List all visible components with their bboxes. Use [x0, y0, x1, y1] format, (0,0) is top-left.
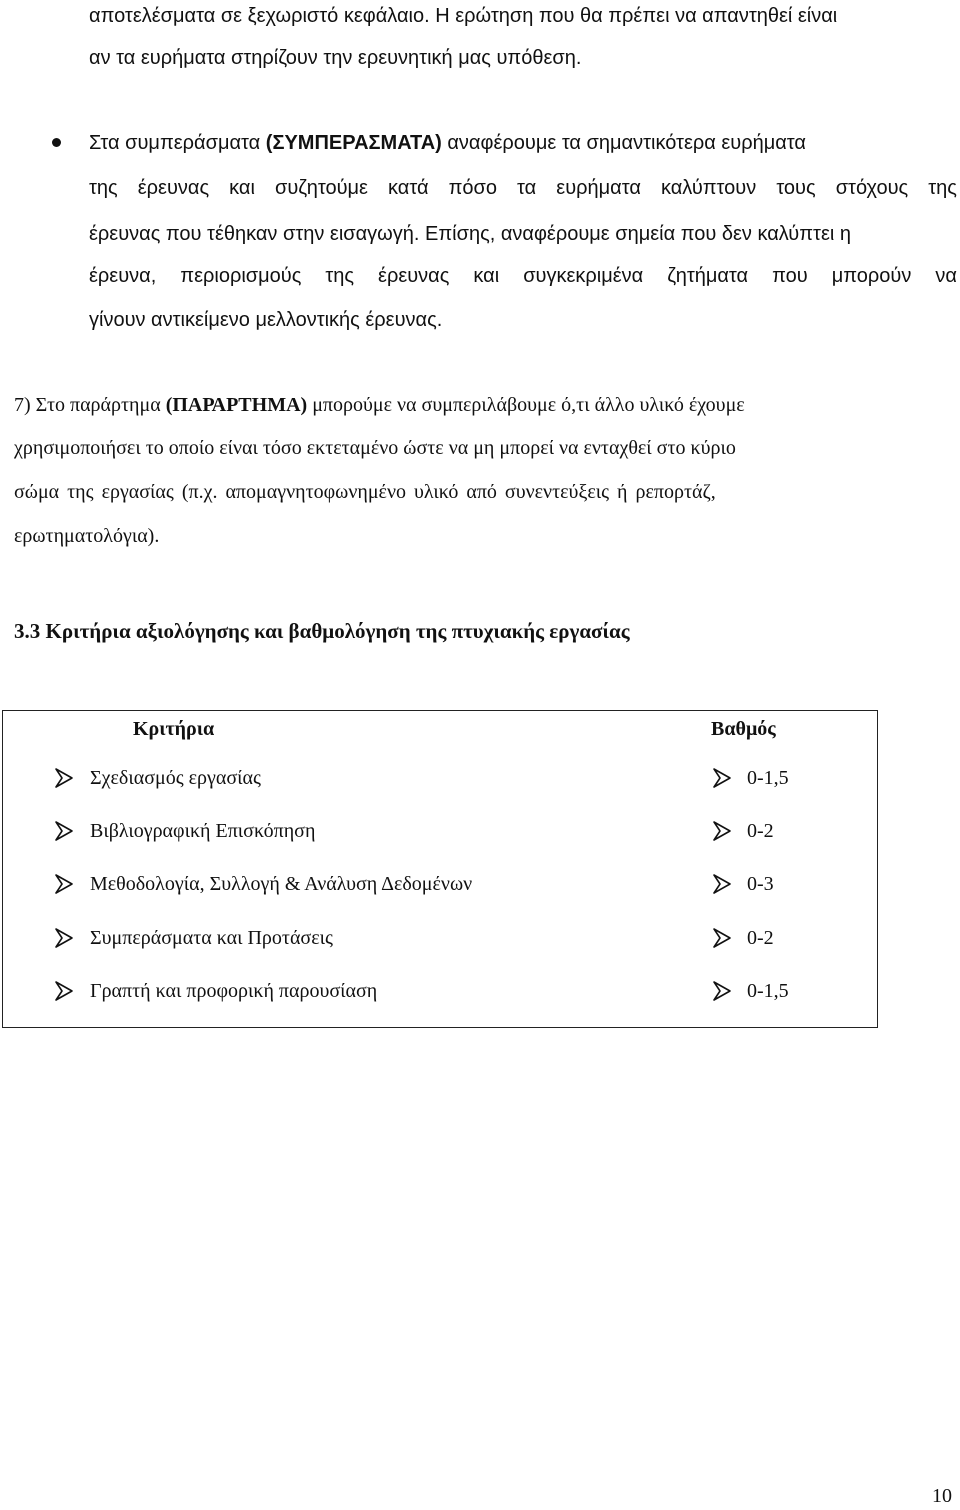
grade-label: 0-2 [747, 927, 774, 949]
bullet-line-1-post: αναφέρουμε τα σημαντικότερα ευρήματα [441, 132, 806, 154]
table-row [3, 818, 877, 848]
arrow-bullet-icon [53, 820, 75, 842]
page-number: 10 [932, 1485, 952, 1507]
header-criteria: Κριτήρια [133, 718, 215, 740]
section-heading: 3.3 Κριτήρια αξιολόγησης και βαθμολόγηση της πτυχιακής εργασίας [14, 619, 630, 643]
criterion-label: Γραπτή και προφορική παρουσίαση [90, 980, 378, 1002]
table-row [3, 978, 877, 1008]
arrow-bullet-icon [711, 980, 733, 1002]
arrow-bullet-icon [711, 820, 733, 842]
table-row [3, 765, 877, 795]
bullet-line-2: της έρευνας και συζητούμε κατά πόσο τα ευρήματα καλύπτουν τους στόχους της [89, 177, 957, 199]
intro-line-2: αν τα ευρήματα στηρίζουν την ερευνητική μας υπόθεση. [89, 47, 582, 69]
intro-line-1: αποτελέσματα σε ξεχωριστό κεφάλαιο. Η ερώτηση που θα πρέπει να απαντηθεί είναι [89, 5, 838, 27]
criterion-label: Μεθοδολογία, Συλλογή & Ανάλυση Δεδομένων [90, 873, 473, 895]
grade-label: 0-1,5 [747, 767, 789, 789]
criterion-label: Σχεδιασμός εργασίας [90, 767, 261, 789]
bullet-line-1-bold: (ΣΥΜΠΕΡΑΣΜΑΤΑ) [265, 132, 442, 154]
grade-label: 0-2 [747, 820, 774, 842]
bullet-icon [52, 138, 61, 147]
appendix-line-3: σώμα της εργασίας (π.χ. απομαγνητοφωνημένο υλικό από συνεντεύξεις ή ρεπορτάζ, [14, 481, 716, 503]
arrow-bullet-icon [711, 873, 733, 895]
grade-label: 0-3 [747, 873, 774, 895]
table-row [3, 871, 877, 901]
grade-label: 0-1,5 [747, 980, 789, 1002]
appendix-line-2: χρησιμοποιήσει το οποίο είναι τόσο εκτεταμένο ώστε να μη μπορεί να ενταχθεί στο κύριο [14, 437, 736, 459]
arrow-bullet-icon [711, 927, 733, 949]
bullet-line-5: γίνουν αντικείμενο μελλοντικής έρευνας. [89, 309, 443, 331]
criterion-label: Συμπεράσματα και Προτάσεις [90, 927, 333, 949]
appendix-line-1-bold: (ΠΑΡΑΡΤΗΜΑ) [165, 394, 308, 416]
bullet-line-1 [89, 131, 806, 155]
appendix-line-1-post: μπορούμε να συμπεριλάβουμε ό,τι άλλο υλικό έχουμε [307, 394, 745, 416]
bullet-line-4: έρευνα, περιορισμούς της έρευνας και συγκεκριμένα ζητήματα που μπορούν να [89, 265, 957, 287]
header-grade: Βαθμός [711, 718, 776, 740]
arrow-bullet-icon [53, 873, 75, 895]
arrow-bullet-icon [53, 767, 75, 789]
bullet-line-1-pre: Στα συμπεράσματα [89, 132, 266, 154]
appendix-line-4: ερωτηματολόγια). [14, 525, 160, 547]
bullet-line-3: έρευνας που τέθηκαν στην εισαγωγή. Επίσης, αναφέρουμε σημεία που δεν καλύπτει η [89, 223, 851, 245]
appendix-line-1-pre: 7) Στο παράρτημα [14, 394, 166, 416]
arrow-bullet-icon [711, 767, 733, 789]
appendix-line-1 [14, 393, 745, 417]
arrow-bullet-icon [53, 980, 75, 1002]
arrow-bullet-icon [53, 927, 75, 949]
criteria-table [2, 710, 878, 1028]
table-row [3, 925, 877, 955]
criterion-label: Βιβλιογραφική Επισκόπηση [90, 820, 316, 842]
